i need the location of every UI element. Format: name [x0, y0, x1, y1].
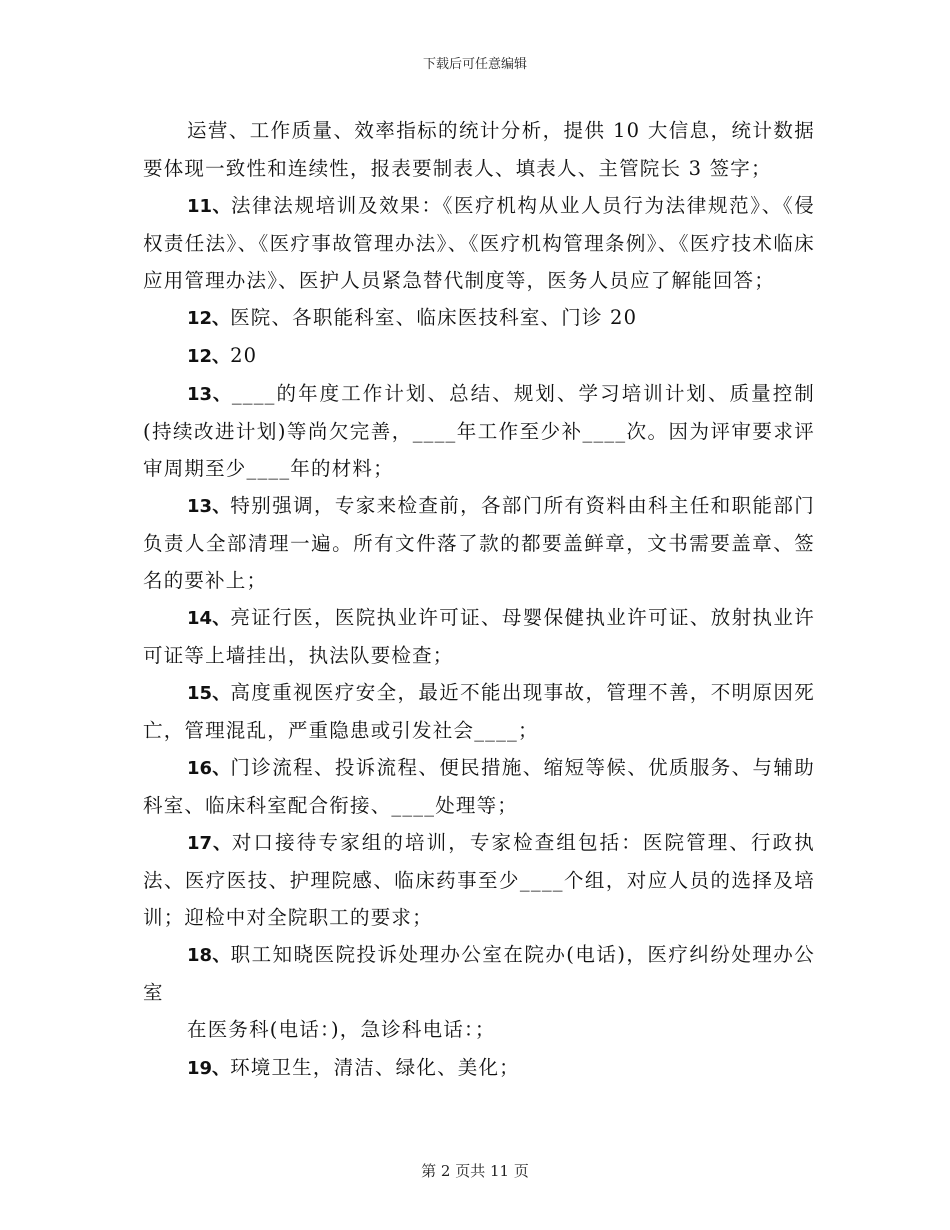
paragraph-text: 运营、工作质量、效率指标的统计分析，提供 10 大信息，统计数据要体现一致性和连续性，报表要制表人、填表人、主管院长 3 签字；: [143, 119, 815, 180]
paragraph-text: 在医务科(电话：)，急诊科电话：；: [187, 1018, 496, 1041]
paragraph-text: 门诊流程、投诉流程、便民措施、缩短等候、优质服务、与辅助科室、临床科室配合衔接、____处理等；: [143, 756, 815, 817]
paragraph: [143, 936, 815, 1011]
paragraph-text: 职工知晓医院投诉处理办公室在院办(电话)，医疗纠纷处理办公室: [143, 943, 815, 1004]
paragraph: [143, 112, 815, 187]
paragraph: [143, 375, 815, 487]
paragraph: [143, 187, 815, 299]
item-number: 12、: [187, 346, 231, 367]
document-body: [143, 112, 815, 1087]
paragraph: [143, 749, 815, 824]
paragraph: [143, 599, 815, 674]
item-number: 14、: [187, 608, 231, 629]
paragraph-text: 亮证行医，医院执业许可证、母婴保健执业许可证、放射执业许可证等上墙挂出，执法队要检查；: [143, 606, 815, 667]
item-number: 15、: [187, 683, 231, 704]
paragraph: [143, 1011, 815, 1049]
paragraph-text: 高度重视医疗安全，最近不能出现事故，管理不善，不明原因死亡，管理混乱，严重隐患或引发社会____；: [143, 681, 815, 742]
page-header: 下载后可任意编辑: [422, 57, 527, 72]
page-footer: 第 2 页共 11 页: [421, 1162, 529, 1180]
paragraph-text: 环境卫生，清洁、绿化、美化；: [230, 1056, 520, 1079]
paragraph: [143, 824, 815, 936]
item-number: 19、: [187, 1058, 231, 1079]
item-number: 16、: [187, 758, 231, 779]
paragraph: [143, 299, 815, 337]
item-number: 13、: [187, 384, 232, 405]
paragraph: [143, 337, 815, 375]
item-number: 18、: [187, 945, 231, 966]
paragraph-text: 20: [230, 344, 258, 367]
paragraph-text: 法律法规培训及效果：《医疗机构从业人员行为法律规范》、《侵权责任法》、《医疗事故管理办法》、《医疗机构管理条例》、《医疗技术临床应用管理办法》、医护人员紧急替代制度等，医务人员应了解能回答；: [143, 194, 815, 292]
paragraph-text: 对口接待专家组的培训，专家检查组包括：医院管理、行政执法、医疗医技、护理院感、临床药事至少____个组，对应人员的选择及培训；迎检中对全院职工的要求；: [143, 831, 815, 929]
paragraph-text: ____的年度工作计划、总结、规划、学习培训计划、质量控制(持续改进计划)等尚欠完善，____年工作至少补____次。因为评审要求评审周期至少____年的材料；: [143, 382, 815, 480]
paragraph-text: 特别强调，专家来检查前，各部门所有资料由科主任和职能部门负责人全部清理一遍。所有文件落了款的都要盖鲜章，文书需要盖章、签名的要补上；: [143, 494, 815, 592]
item-number: 17、: [187, 833, 232, 854]
paragraph-text: 医院、各职能科室、临床医技科室、门诊 20: [230, 306, 638, 329]
paragraph: [143, 674, 815, 749]
item-number: 11、: [187, 196, 231, 217]
item-number: 13、: [187, 496, 231, 517]
paragraph: [143, 487, 815, 599]
paragraph: [143, 1049, 815, 1087]
item-number: 12、: [187, 308, 231, 329]
